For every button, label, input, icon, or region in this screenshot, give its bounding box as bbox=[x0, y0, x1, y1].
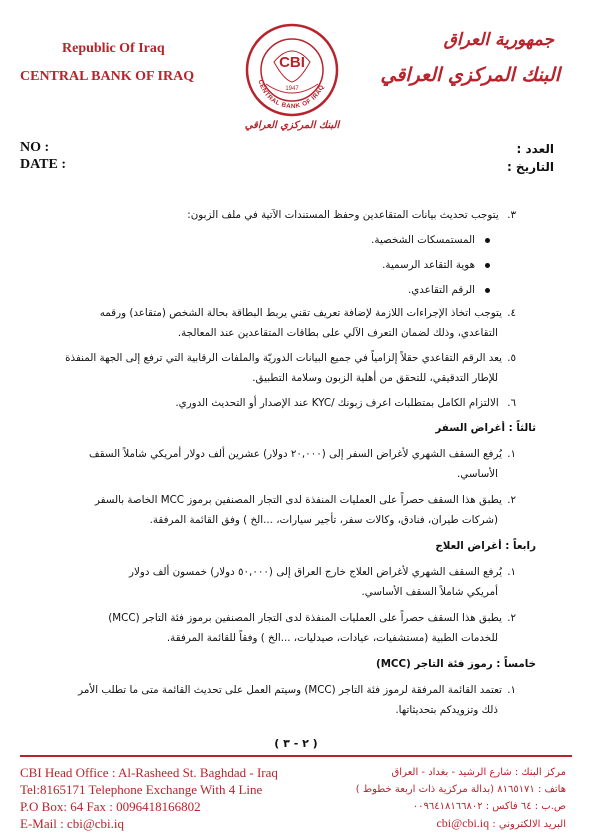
footer-phone-en: Tel:8165171 Telephone Exchange With 4 Line bbox=[20, 782, 263, 797]
republic-ar: جمهورية العراق bbox=[443, 30, 554, 50]
footer-email-ar bbox=[326, 815, 566, 833]
item-3-text: يتوجب تحديث بيانات المتقاعدين وحفظ المستندات الآتية في ملف الزبون: bbox=[187, 209, 499, 221]
republic-en: Republic Of Iraq bbox=[62, 41, 165, 56]
bank-name-en: CENTRAL BANK OF IRAQ bbox=[20, 69, 195, 84]
list-item bbox=[40, 280, 490, 300]
item-5 bbox=[40, 348, 516, 388]
footer-ar bbox=[326, 764, 566, 833]
section-5-title: خامساً : رموز فئة التاجر (MCC) bbox=[375, 658, 536, 670]
s4-2-number: ٢. bbox=[507, 612, 516, 624]
bullet-icon bbox=[485, 263, 490, 268]
cbi-seal-icon bbox=[244, 22, 340, 118]
footer-pobox-en: P.O Box: 64 Fax : 0096418166802 bbox=[20, 799, 201, 814]
footer-pobox-ar: ص.ب : ٦٤ فاكس : ٠٠٩٦٤١٨١٦٦٨٠٢ bbox=[412, 801, 566, 812]
footer-email-label-ar: البريد الالكتروني : bbox=[492, 819, 566, 830]
footer-address-en: CBI Head Office : Al-Rasheed St. Baghdad - Iraq bbox=[20, 765, 278, 780]
bullet-icon bbox=[485, 238, 490, 243]
bank-name-ar: البنك المركزي العراقي bbox=[380, 64, 560, 86]
svg-text:CENTRAL BANK OF IRAQ bbox=[257, 79, 326, 110]
item-3-number: ٣. bbox=[507, 209, 516, 221]
section-4-title: رابعاً : أغراض العلاج bbox=[435, 540, 536, 552]
item-5-line-1: يعد الرقم التقاعدي حقلاً إلزامياً في جميع البيانات الدوريّة والملفات الرقابية التي ترفع إلى الجهة المنفذة bbox=[65, 352, 502, 364]
footer-address-ar: مركز البنك : شارع الرشيد - بغداد - العراق bbox=[391, 767, 566, 778]
list-item bbox=[40, 230, 490, 250]
s3-1-line-1: يُرفع السقف الشهري لأغراض السفر إلى (٢٠,٠٠٠ دولار) عشرين ألف دولار أمريكي شاملاً السقف bbox=[89, 448, 502, 460]
s3-2-line-2: (شركات طيران، فنادق، وكالات سفر، تأجير سيارات، ...الخ ) وفق القائمة المرفقة. bbox=[149, 514, 498, 526]
section-4-item-1 bbox=[40, 562, 516, 602]
bullet-text: هوية التقاعد الرسمية. bbox=[382, 259, 475, 271]
s3-1-number: ١. bbox=[507, 448, 516, 460]
s4-2-line-1: يطبق هذا السقف حصراً على العمليات المنفذة لدى التجار المصنفين برموز فئة التاجر (MCC) bbox=[108, 612, 502, 624]
section-3-title: ثالثاً : أغراض السفر bbox=[435, 422, 536, 434]
item-4-line-2: التقاعدي، وذلك لضمان التعرف الآلي على بطاقات المتقاعدين عند المعالجة. bbox=[177, 327, 498, 339]
s3-1-line-2: الأساسي. bbox=[457, 468, 498, 480]
item-4-number: ٤. bbox=[507, 307, 516, 319]
page-number: ( ٢ - ٣ ) bbox=[274, 737, 318, 750]
document-body bbox=[40, 205, 536, 720]
s3-2-number: ٢. bbox=[507, 494, 516, 506]
s4-2-line-2: للخدمات الطبية (مستشفيات، عيادات، صيدليات، ...الخ ) وفقاً للقائمة المرفقة. bbox=[166, 632, 498, 644]
item-4 bbox=[40, 303, 516, 343]
s5-1-line-2: ذلك وتزويدكم بتحديثاتها. bbox=[395, 704, 498, 716]
s3-2-line-1: يطبق هذا السقف حصراً على العمليات المنفذة لدى التجار المصنفين برموز MCC الخاصة بالسفر bbox=[94, 494, 502, 506]
no-label-ar: العدد : bbox=[516, 142, 554, 156]
section-3-item-2 bbox=[40, 490, 516, 530]
logo-bottom-ar: البنك المركزي العراقي bbox=[244, 120, 340, 131]
s4-1-number: ١. bbox=[507, 566, 516, 578]
s5-1-line-1: تعتمد القائمة المرفقة لرموز فئة التاجر (MCC) وسيتم العمل على تحديث القائمة متى ما تطلب الأمر bbox=[78, 684, 502, 696]
item-6 bbox=[40, 393, 516, 413]
no-label: NO : bbox=[20, 140, 50, 155]
s5-1-number: ١. bbox=[507, 684, 516, 696]
item-4-line-1: يتوجب اتخاذ الإجراءات اللازمة لإضافة تعريف تقني يربط البطاقة بحالة الشخص (متقاعد) ورقمه bbox=[99, 307, 502, 319]
footer-email-en: E-Mail : cbi@cbi.iq bbox=[20, 816, 125, 831]
item-3 bbox=[40, 205, 516, 225]
item-6-number: ٦. bbox=[507, 397, 516, 409]
logo-year: 1947 bbox=[285, 86, 299, 92]
section-3-item-1 bbox=[40, 444, 516, 484]
section-5-item-1 bbox=[40, 680, 516, 720]
bullet-icon bbox=[485, 288, 490, 293]
footer-phone-ar: هاتف : ٨١٦٥١٧١ (بدالة مركزية ذات اربعة خطوط ) bbox=[355, 784, 566, 795]
footer-divider bbox=[20, 755, 572, 757]
s4-1-line-1: يُرفع السقف الشهري لأغراض العلاج خارج العراق إلى (٥٠,٠٠٠ دولار) خمسون ألف دولار bbox=[129, 566, 502, 578]
bullet-text: المستمسكات الشخصية. bbox=[371, 234, 475, 246]
cbi-logo bbox=[244, 22, 340, 118]
list-item bbox=[40, 255, 490, 275]
date-label-ar: التاريخ : bbox=[506, 160, 554, 174]
footer-email-value-ar[interactable]: cbi@cbi.iq bbox=[436, 816, 490, 830]
item-5-number: ٥. bbox=[507, 352, 516, 364]
section-4-item-2 bbox=[40, 608, 516, 648]
logo-center-text: CBI bbox=[279, 54, 305, 71]
item-5-line-2: للإطار التدقيقي، للتحقق من أهلية الزبون وسلامة التطبيق. bbox=[252, 372, 498, 384]
bullet-text: الرقم التقاعدي. bbox=[407, 284, 475, 296]
item-6-text: الالتزام الكامل بمتطلبات اعرف زبونك /KYC عند الإصدار أو التحديث الدوري. bbox=[175, 397, 499, 409]
footer-en bbox=[20, 764, 278, 832]
s4-1-line-2: أمريكي شاملاً السقف الأساسي. bbox=[361, 586, 498, 598]
bullet-list bbox=[40, 230, 516, 300]
logo-ring-text: CENTRAL BANK OF IRAQ bbox=[256, 79, 326, 111]
date-label: DATE : bbox=[20, 157, 67, 172]
